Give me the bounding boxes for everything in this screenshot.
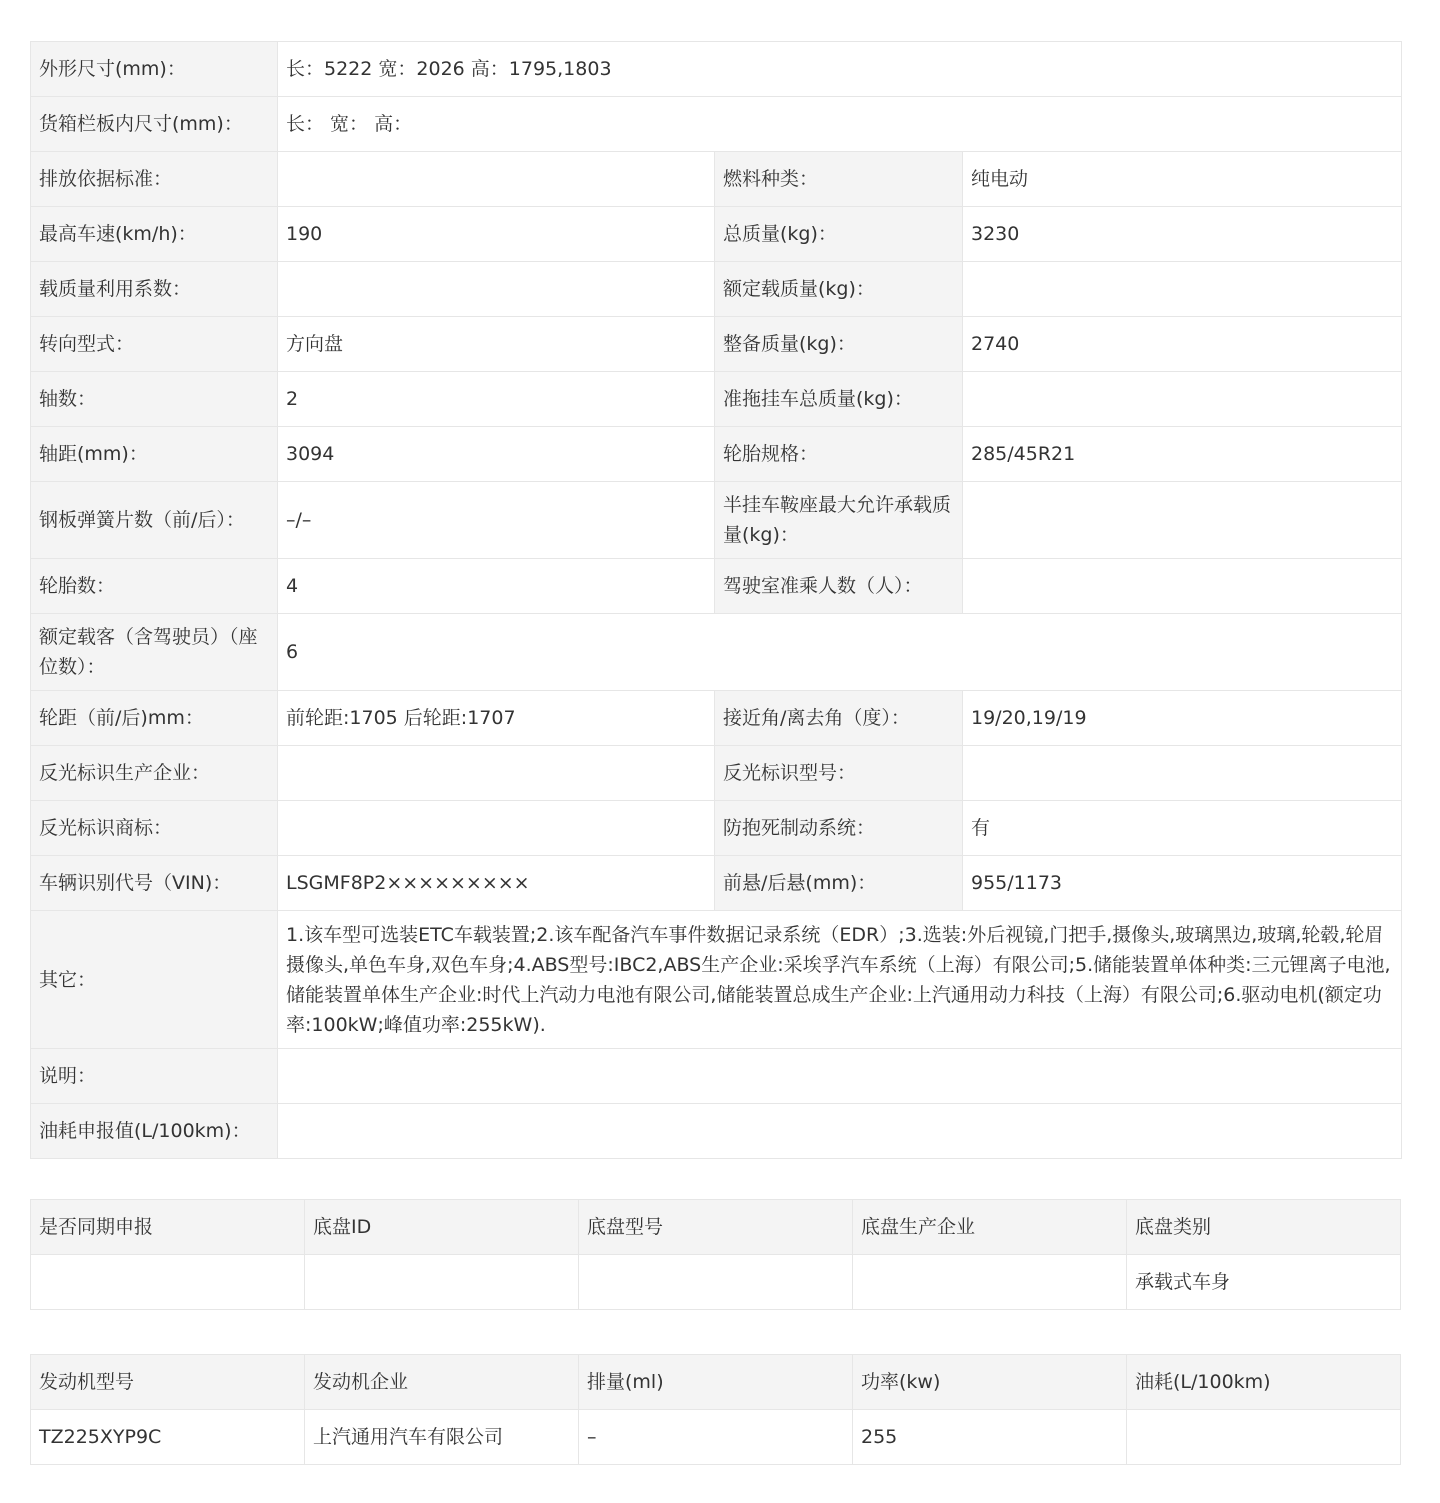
- spec-value: [963, 482, 1402, 559]
- table-cell: 255: [853, 1410, 1127, 1465]
- spec-row: [31, 746, 1402, 801]
- table-cell: 上汽通用汽车有限公司: [305, 1410, 579, 1465]
- spec-row: [31, 691, 1402, 746]
- spec-label: 轴数：: [31, 372, 278, 427]
- spec-label: 接近角/离去角（度）：: [715, 691, 963, 746]
- spec-value: 285/45R21: [963, 427, 1402, 482]
- spec-value: 4: [278, 559, 715, 614]
- spec-label: 说明：: [31, 1049, 278, 1104]
- table-cell: [579, 1255, 853, 1310]
- spec-row: [31, 911, 1402, 1049]
- spec-label: 排放依据标准：: [31, 152, 278, 207]
- spec-label: 额定载客（含驾驶员）（座位数）：: [31, 614, 278, 691]
- spec-value: 2: [278, 372, 715, 427]
- spec-value: 190: [278, 207, 715, 262]
- table-cell: [1127, 1410, 1401, 1465]
- spec-value: 19/20,19/19: [963, 691, 1402, 746]
- spec-value: 纯电动: [963, 152, 1402, 207]
- spec-label: 载质量利用系数：: [31, 262, 278, 317]
- table-cell: [305, 1255, 579, 1310]
- spec-value: 6: [278, 614, 1402, 691]
- column-header: 底盘ID: [305, 1200, 579, 1255]
- column-header: 底盘型号: [579, 1200, 853, 1255]
- spec-value: 3230: [963, 207, 1402, 262]
- spec-label: 防抱死制动系统：: [715, 801, 963, 856]
- spec-value: 955/1173: [963, 856, 1402, 911]
- spec-label: 车辆识别代号（VIN)：: [31, 856, 278, 911]
- column-header: 功率(kw): [853, 1355, 1127, 1410]
- spec-row: [31, 482, 1402, 559]
- table-cell: TZ225XYP9C: [31, 1410, 305, 1465]
- table-cell: 承载式车身: [1127, 1255, 1401, 1310]
- spec-value: 2740: [963, 317, 1402, 372]
- column-header: 底盘类别: [1127, 1200, 1401, 1255]
- spec-label: 最高车速(km/h)：: [31, 207, 278, 262]
- spec-label: 反光标识生产企业：: [31, 746, 278, 801]
- spec-value: 方向盘: [278, 317, 715, 372]
- spec-value: [963, 746, 1402, 801]
- chassis-table: [30, 1199, 1401, 1310]
- spec-value: 3094: [278, 427, 715, 482]
- column-header: 油耗(L/100km): [1127, 1355, 1401, 1410]
- spec-value: [278, 1104, 1402, 1159]
- column-header: 底盘生产企业: [853, 1200, 1127, 1255]
- spec-row: [31, 856, 1402, 911]
- spec-label: 燃料种类：: [715, 152, 963, 207]
- spec-row: [31, 207, 1402, 262]
- spec-value: [963, 559, 1402, 614]
- spec-value: 前轮距:1705 后轮距:1707: [278, 691, 715, 746]
- column-header: 是否同期申报: [31, 1200, 305, 1255]
- spec-row: [31, 801, 1402, 856]
- spec-row: [31, 97, 1402, 152]
- spec-label: 货箱栏板内尺寸(mm)：: [31, 97, 278, 152]
- spec-value: 长：5222 宽：2026 高：1795,1803: [278, 42, 1402, 97]
- column-header: 发动机企业: [305, 1355, 579, 1410]
- spec-row: [31, 559, 1402, 614]
- table-cell: –: [579, 1410, 853, 1465]
- spec-label: 整备质量(kg)：: [715, 317, 963, 372]
- table-cell: [853, 1255, 1127, 1310]
- spec-label: 半挂车鞍座最大允许承载质量(kg)：: [715, 482, 963, 559]
- spec-row: [31, 42, 1402, 97]
- spec-label: 轴距(mm)：: [31, 427, 278, 482]
- spec-label: 总质量(kg)：: [715, 207, 963, 262]
- spec-label: 轮距（前/后)mm：: [31, 691, 278, 746]
- table-row: [31, 1410, 1401, 1465]
- table-header-row: [31, 1355, 1401, 1410]
- column-header: 发动机型号: [31, 1355, 305, 1410]
- spec-label: 其它：: [31, 911, 278, 1049]
- spec-row: [31, 152, 1402, 207]
- spec-label: 轮胎规格：: [715, 427, 963, 482]
- spec-label: 油耗申报值(L/100km)：: [31, 1104, 278, 1159]
- spec-value: [278, 801, 715, 856]
- spec-value: [963, 262, 1402, 317]
- column-header: 排量(ml): [579, 1355, 853, 1410]
- spec-row: [31, 1104, 1402, 1159]
- spec-label: 反光标识商标：: [31, 801, 278, 856]
- table-row: [31, 1255, 1401, 1310]
- spec-value: [278, 1049, 1402, 1104]
- spec-row: [31, 1049, 1402, 1104]
- spec-row: [31, 262, 1402, 317]
- table-header-row: [31, 1200, 1401, 1255]
- spec-label: 轮胎数：: [31, 559, 278, 614]
- spec-label: 驾驶室准乘人数（人）：: [715, 559, 963, 614]
- spec-label: 钢板弹簧片数（前/后）：: [31, 482, 278, 559]
- spec-value: 1.该车型可选装ETC车载装置;2.该车配备汽车事件数据记录系统（EDR）;3.选装:外后视镜,门把手,摄像头,玻璃黑边,玻璃,轮毂,轮眉摄像头,单色车身,双色车身;4.ABS型号:IBC2,ABS生产企业:采埃孚汽车系统（上海）有限公司;5.储能装置单体种类:三元锂离子电池,储能装置单体生产企业:时代上汽动力电池有限公司,储能装置总成生产企业:上汽通用动力科技（上海）有限公司;6.驱动电机(额定功率:100kW;峰值功率:255kW).: [278, 911, 1402, 1049]
- spec-row: [31, 614, 1402, 691]
- spec-row: [31, 427, 1402, 482]
- spec-value: [963, 372, 1402, 427]
- engine-table: [30, 1354, 1401, 1465]
- spec-label: 额定载质量(kg)：: [715, 262, 963, 317]
- spec-label: 准拖挂车总质量(kg)：: [715, 372, 963, 427]
- table-cell: [31, 1255, 305, 1310]
- spec-label: 外形尺寸(mm)：: [31, 42, 278, 97]
- spec-row: [31, 372, 1402, 427]
- spec-value: [278, 746, 715, 801]
- spec-value: [278, 152, 715, 207]
- vehicle-spec-table: [30, 41, 1402, 1159]
- spec-label: 前悬/后悬(mm)：: [715, 856, 963, 911]
- spec-label: 反光标识型号：: [715, 746, 963, 801]
- spec-value: 长： 宽： 高：: [278, 97, 1402, 152]
- spec-label: 转向型式：: [31, 317, 278, 372]
- spec-value: –/–: [278, 482, 715, 559]
- spec-value: 有: [963, 801, 1402, 856]
- spec-row: [31, 317, 1402, 372]
- spec-value: LSGMF8P2×××××××××: [278, 856, 715, 911]
- spec-value: [278, 262, 715, 317]
